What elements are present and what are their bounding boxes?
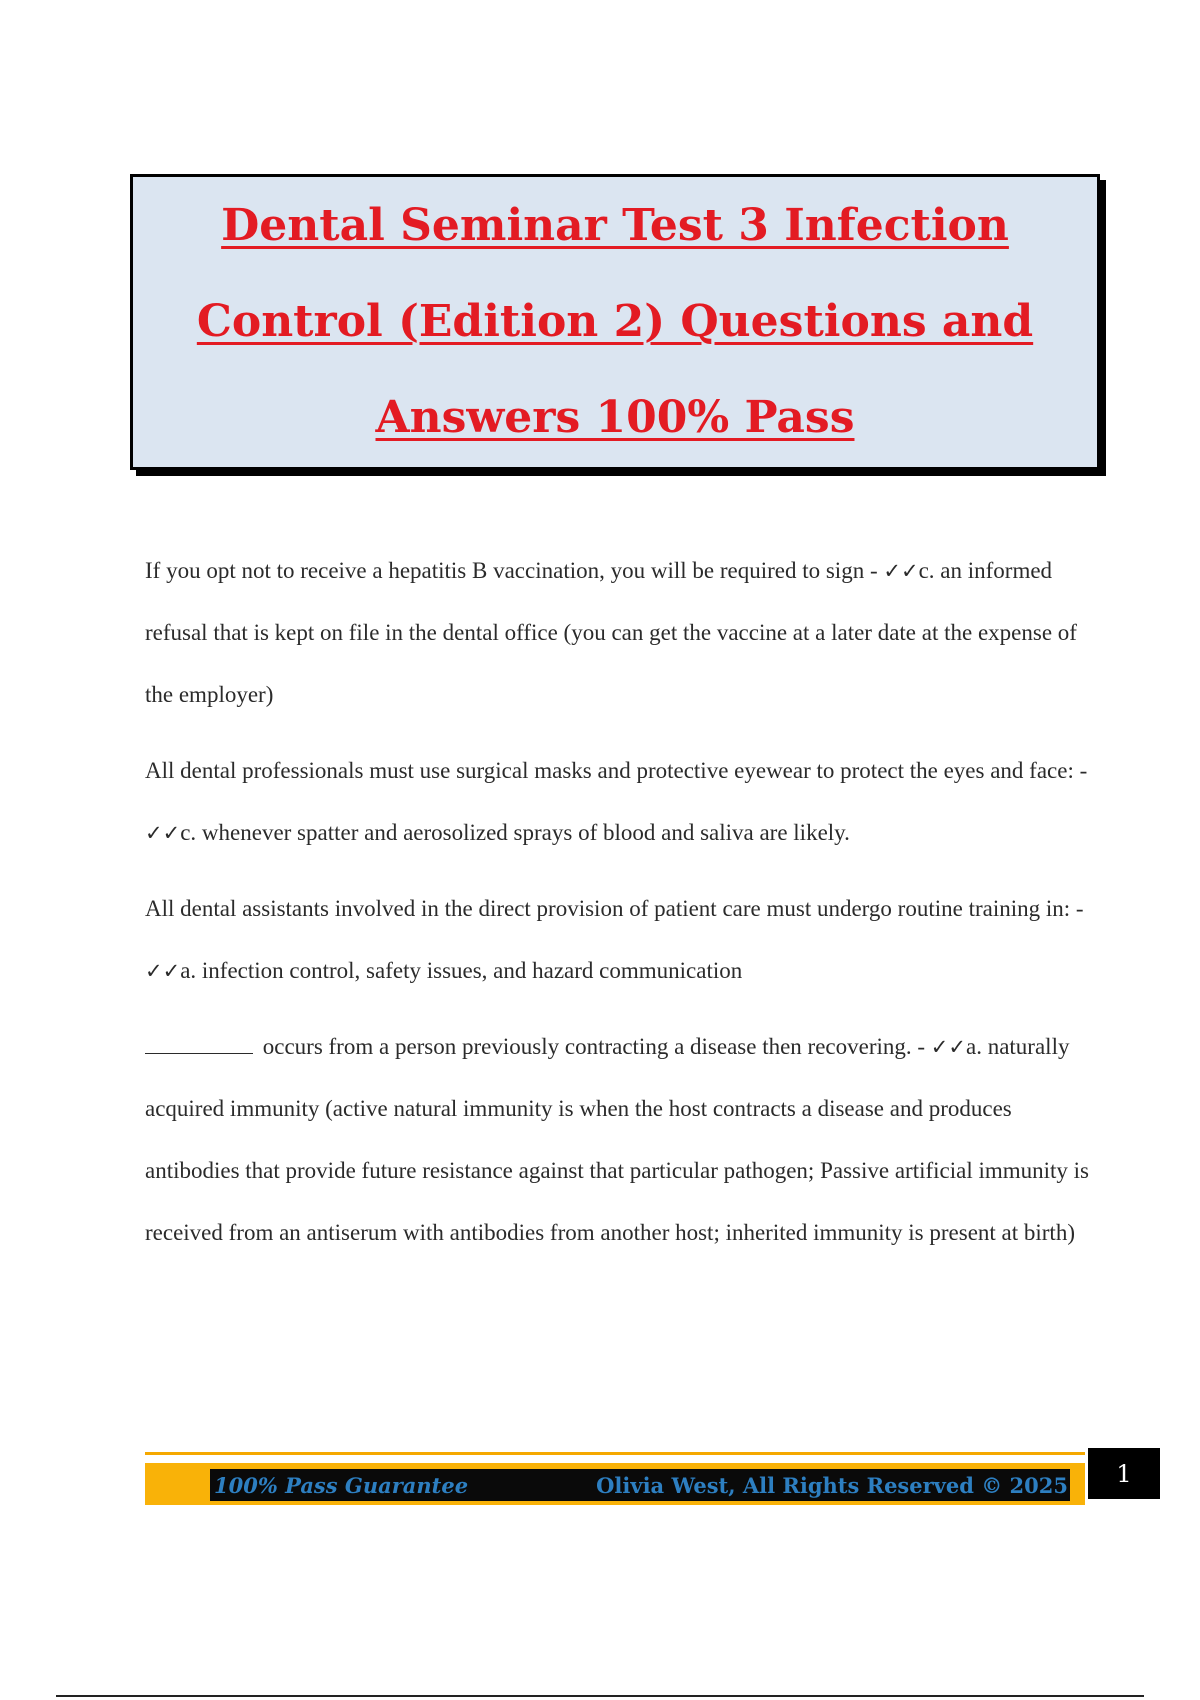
qa-item-1 [145,540,1095,726]
footer-copyright-text: Olivia West, All Rights Reserved © 2025 [596,1472,1068,1498]
qa-item-4 [145,1016,1095,1264]
double-check-icon: ✓✓ [145,959,181,983]
qa-item-3 [145,878,1095,1002]
title-line-2: Control (Edition 2) Questions and [196,296,1034,347]
question-text: occurs from a person previously contracting a disease then recovering. - [257,1034,931,1059]
question-text: All dental professionals must use surgical masks and protective eyewear to protect the eyes and face: - [145,758,1088,783]
qa-item-2 [145,740,1095,864]
double-check-icon: ✓✓ [930,1035,966,1059]
page-number-box [1088,1448,1160,1499]
title-line-3: Answers 100% Pass [375,392,855,443]
answer-text: a. naturally acquired immunity (active natural immunity is when the host contracts a disease and produces antibodies that provide future resistance against that particular pathogen; Passive artificial immunity is received from an antiserum with antibodies from another host; inherited immunity is present at birth) [145,1034,1090,1245]
qa-content [145,540,1095,1278]
fill-in-blank [145,1035,253,1054]
double-check-icon: ✓✓ [145,821,181,845]
page-bottom-divider [56,1695,1144,1697]
question-text: If you opt not to receive a hepatitis B vaccination, you will be required to sign - [145,558,884,583]
footer-rule [145,1452,1085,1455]
double-check-icon: ✓✓ [883,559,919,583]
title-box [130,174,1100,470]
title-line-1: Dental Seminar Test 3 Infection [221,200,1009,251]
page-number: 1 [1116,1459,1132,1488]
question-text: All dental assistants involved in the direct provision of patient care must undergo routine training in: - [145,896,1084,921]
footer-banner [210,1469,1070,1501]
answer-text: c. whenever spatter and aerosolized sprays of blood and saliva are likely. [180,820,850,845]
footer-guarantee-text: 100% Pass Guarantee [214,1472,469,1498]
answer-text: c. an informed refusal that is kept on file in the dental office (you can get the vaccine at a later date at the expense of the employer) [145,558,1077,707]
answer-text: a. infection control, safety issues, and hazard communication [180,958,743,983]
